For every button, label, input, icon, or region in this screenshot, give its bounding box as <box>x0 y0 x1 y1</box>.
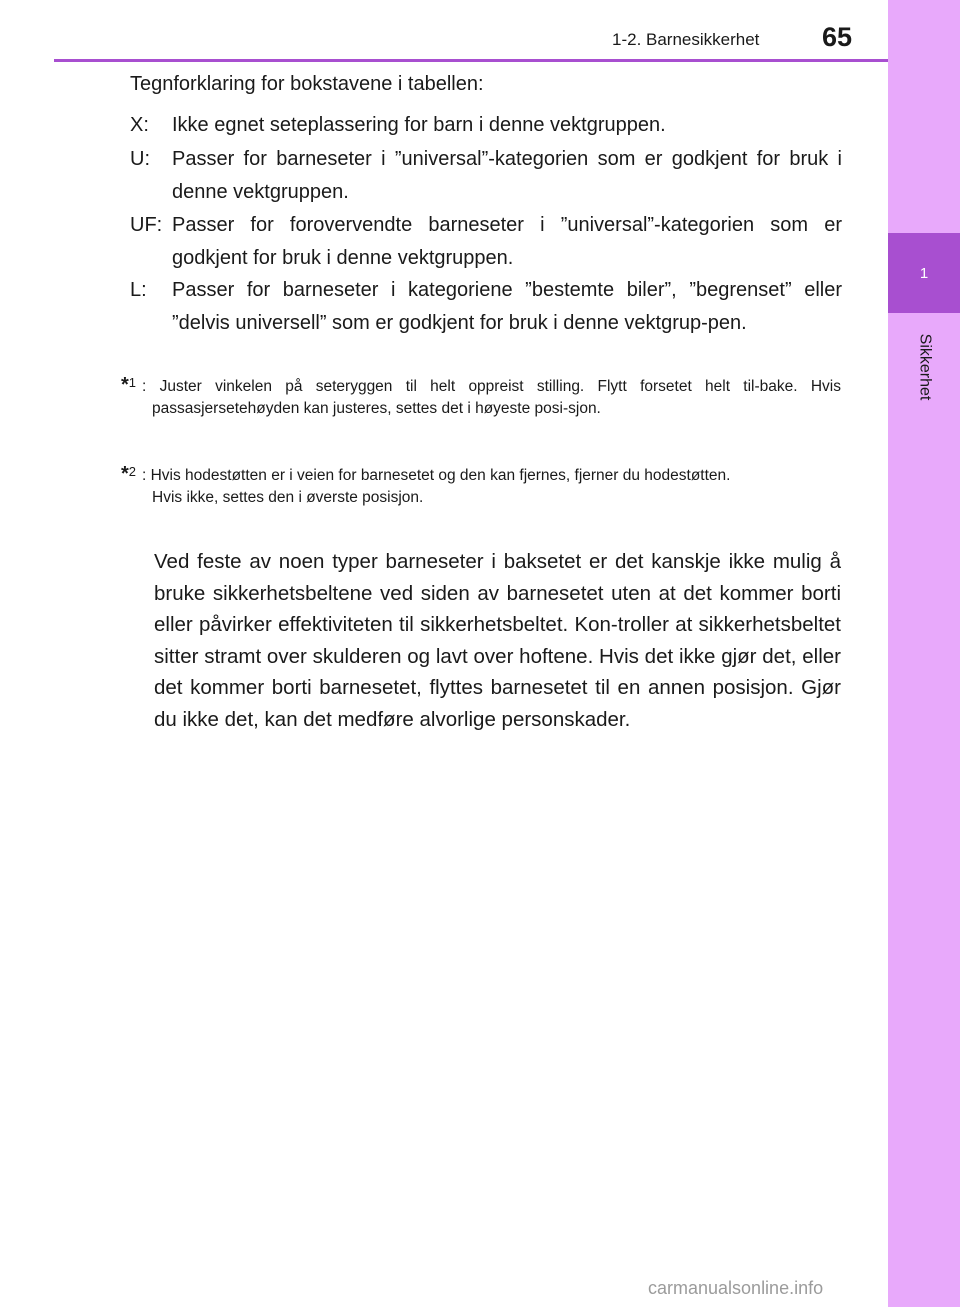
header-divider <box>54 59 888 62</box>
legend-key: U: <box>130 148 150 170</box>
watermark-text: carmanualsonline.info <box>648 1278 824 1298</box>
legend-key: X: <box>130 114 149 136</box>
footnote-marker: *$^1$ <box>121 374 137 396</box>
legend-key: UF: <box>130 214 163 236</box>
footnote-text: : Hvis hodestøtten er i veien for barnesetet og den kan fjernes, fjerner du hodestøtten. <box>142 467 731 484</box>
section-title: 1-2. Barnesikkerhet <box>612 30 760 49</box>
chapter-name-text: Sikkerhet <box>915 333 933 401</box>
legend-key: L: <box>130 279 147 301</box>
footnote-marker: *$^2$ <box>121 463 137 485</box>
footnote-1 <box>121 376 841 420</box>
legend-description: Passer for barneseter i ”universal”-kategorien som er godkjent for bruk i denne vektgruppen. <box>172 148 842 203</box>
chapter-tab[interactable] <box>888 233 960 313</box>
warning-paragraph: Ved feste av noen typer barneseter i baksetet er det kanskje ikke mulig å bruke sikkerhetsbeltene ved siden av barnesetet uten at det kommer borti eller påvirker effektiviteten til sikkerhetsbeltet. Kon-troller at sikkerhetsbeltet sitter stramt over skulderen og lavt over hoftene. Hvis det ikke gjør det, eller det kommer borti barnesetet, flyttes barnesetet til en annen posisjon. Gjør du ikke det, kan det medføre alvorlige personskader. <box>154 550 841 731</box>
legend-description: Passer for barneseter i kategoriene ”bestemte biler”, ”begrenset” eller ”delvis universell” som er godkjent for bruk i denne vektgrup-pen. <box>172 279 842 334</box>
chapter-label <box>888 322 960 412</box>
footnote-2 <box>121 465 841 509</box>
legend-item-u <box>130 143 842 209</box>
legend-description: Ikke egnet seteplassering for barn i denne vektgruppen. <box>172 114 666 136</box>
legend-description: Passer for forovervendte barneseter i ”universal”-kategorien som er godkjent for bruk i denne vektgruppen. <box>172 214 842 269</box>
chapter-number: 1 <box>919 264 929 282</box>
legend-item-uf <box>130 209 842 275</box>
chapter-side-strip <box>888 0 960 1307</box>
page-number: 65 <box>822 22 853 52</box>
footnote-text: : Juster vinkelen på seteryggen til helt oppreist stilling. Flytt forsetet helt til-bake. Hvis passasjersetehøyden kan justeres, settes det i høyeste posi-sjon. <box>142 378 841 417</box>
legend-item-l <box>130 274 842 340</box>
legend-title: Tegnforklaring for bokstavene i tabellen: <box>130 73 484 95</box>
footnote-text-continued: Hvis ikke, settes den i øverste posisjon. <box>152 489 424 506</box>
legend-item-x <box>130 109 842 142</box>
